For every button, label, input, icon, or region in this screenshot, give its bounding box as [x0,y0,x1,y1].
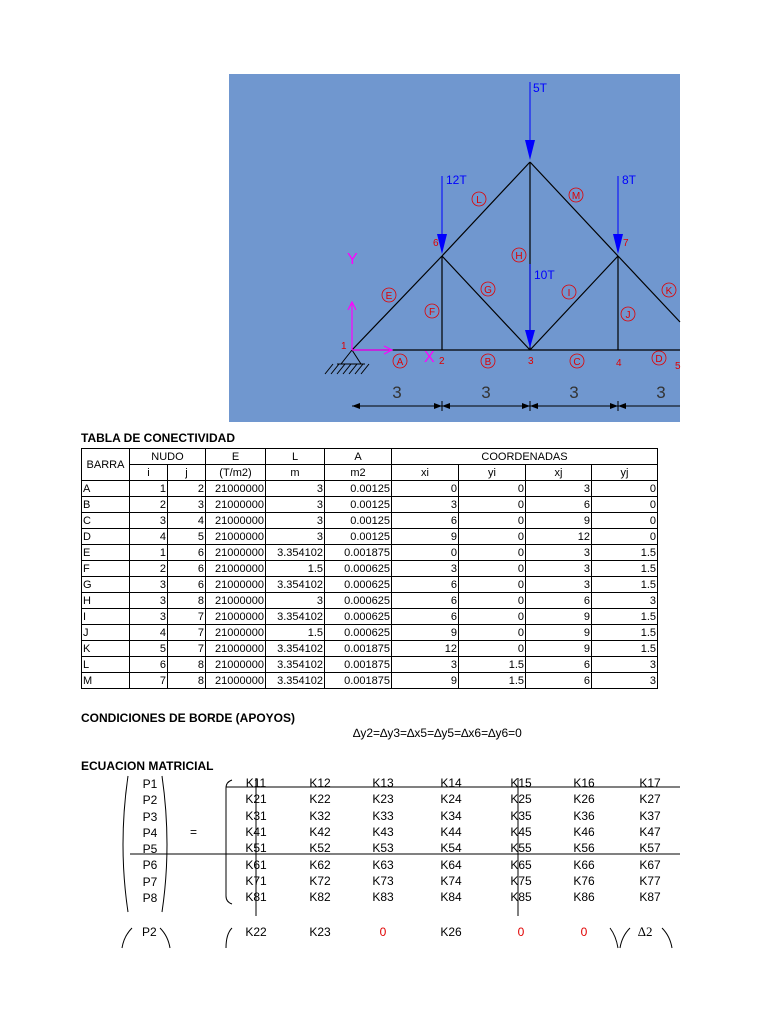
k-entry: K24 [440,792,462,807]
k-entry: K36 [573,808,595,823]
table-cell: 0 [459,577,526,593]
bar-label-m: M [571,191,581,202]
table-cell: 0.000625 [325,561,392,577]
table-cell: 7 [168,609,206,625]
node-label: 7 [623,238,629,249]
truss-diagram [229,74,680,422]
table-cell: 1.5 [266,625,325,641]
k-entry: K61 [245,857,267,872]
load-label: 8T [622,173,637,187]
p-vector [130,776,170,906]
reduced-d-left-paren [620,928,630,948]
table-cell: 0 [459,497,526,513]
table-cell: 0.000625 [325,609,392,625]
table-cell: 12 [392,641,459,657]
table-cell: 3.354102 [266,641,325,657]
k-entry: K45 [510,824,532,839]
node-label: 4 [616,358,622,369]
table-cell: 9 [392,529,459,545]
header-a: A [325,449,392,465]
bar-label-c: C [573,357,581,368]
k-left-paren-bottom [226,896,232,904]
k-entry: K65 [510,857,532,872]
table-cell: 0.000625 [325,593,392,609]
k-entry: K27 [639,792,661,807]
table-cell: 3 [130,593,168,609]
table-cell: 9 [392,625,459,641]
bar-label-j: J [625,310,631,321]
k-entry: K55 [510,841,532,856]
table-cell: 21000000 [206,481,266,497]
k-entry: K57 [639,841,661,856]
table-row [82,545,658,561]
table-cell: M [82,673,130,689]
reduced-k-entry: K22 [245,925,267,939]
table-cell: 3 [592,673,658,689]
table-cell: 3 [266,513,325,529]
table-cell: 3 [130,577,168,593]
reduced-p2: P2 [142,925,157,939]
table-cell: 7 [168,641,206,657]
table-cell: 21000000 [206,625,266,641]
pin-support [325,350,369,374]
reduced-k-left-paren [226,928,232,948]
table-cell: 21000000 [206,529,266,545]
table-cell: 3 [266,481,325,497]
k-entry: K53 [372,841,394,856]
table-cell: 1.5 [592,609,658,625]
subheader-l: m [266,465,325,481]
k-entry: K66 [573,857,595,872]
k-entry: K12 [309,776,331,790]
table-cell: 21000000 [206,641,266,657]
matricial-title: ECUACION MATRICIAL [81,759,214,773]
table-cell: 6 [526,673,592,689]
table-cell: 3.354102 [266,673,325,689]
k-entry: K83 [372,890,394,905]
node-labels [341,238,681,372]
table-cell: 1 [130,545,168,561]
bar-label-g: G [484,285,492,296]
node-label: 5 [675,361,681,372]
table-cell: 2 [130,561,168,577]
table-cell: 3 [592,593,658,609]
node-label: 6 [433,238,439,249]
table-cell: L [82,657,130,673]
table-cell: 2 [130,497,168,513]
table-row [82,593,658,609]
table-cell: 3 [592,657,658,673]
p-entry: P5 [142,842,158,857]
subheader-xj: xj [526,465,592,481]
table-cell: K [82,641,130,657]
k-entry: K37 [639,808,661,823]
table-cell: 21000000 [206,545,266,561]
reduced-k-entry: 0 [379,925,387,939]
table-cell: 21000000 [206,593,266,609]
k-entry: K54 [440,841,462,856]
table-cell: A [82,481,130,497]
table-cell: 3 [526,561,592,577]
k-entry: K86 [573,890,595,905]
table-row [82,561,658,577]
table-cell: 3 [392,497,459,513]
table-cell: 3 [266,529,325,545]
table-cell: 0 [392,545,459,561]
table-cell: 3 [266,593,325,609]
table-cell: 1.5 [592,561,658,577]
subheader-a: m2 [325,465,392,481]
table-cell: 1.5 [459,673,526,689]
k-entry: K34 [440,808,462,823]
k-entry: K16 [573,776,595,790]
k-entry: K51 [245,841,267,856]
table-header-row [82,449,658,465]
span-label: 3 [569,383,579,402]
table-cell: 21000000 [206,497,266,513]
header-coordenadas: COORDENADAS [392,449,658,465]
table-cell: 7 [130,673,168,689]
table-cell: 0.000625 [325,577,392,593]
k-entry: K43 [372,824,394,839]
header-l: L [266,449,325,465]
reduced-k-entry: 0 [517,925,525,939]
equals-sign: = [190,825,198,839]
reduced-k-right-paren [610,928,618,948]
table-cell: 3.354102 [266,545,325,561]
k-entry: K76 [573,873,595,888]
table-cell: 1.5 [592,577,658,593]
load-label: 12T [446,173,467,187]
table-cell: 8 [168,673,206,689]
k-entry: K46 [573,824,595,839]
k-entry: K26 [573,792,595,807]
span-label: 3 [481,383,491,402]
table-cell: 0 [392,481,459,497]
bar-label-i: I [567,288,571,299]
bar-label-f: F [428,307,436,318]
table-cell: 6 [392,593,459,609]
span-label: 3 [656,383,666,402]
k-entry: K32 [309,808,331,823]
table-row [82,625,658,641]
table-cell: 21000000 [206,561,266,577]
k-entry: K25 [510,792,532,807]
table-cell: 2 [168,481,206,497]
table-row [82,529,658,545]
k-entry: K23 [372,792,394,807]
k-entry: K77 [639,873,661,888]
table-cell: 1.5 [592,641,658,657]
k-entry: K87 [639,890,661,905]
k-entry: K82 [309,890,331,905]
table-cell: 0.00125 [325,513,392,529]
k-entry: K64 [440,857,462,872]
p-entry: P6 [142,858,158,873]
table-cell: 12 [526,529,592,545]
header-nudo: NUDO [130,449,206,465]
node-label: 3 [528,356,534,367]
table-cell: 21000000 [206,609,266,625]
table-cell: H [82,593,130,609]
table-row [82,577,658,593]
table-cell: 21000000 [206,577,266,593]
table-cell: 0 [459,593,526,609]
header-barra: BARRA [82,449,130,481]
table-cell: 0 [459,561,526,577]
table-cell: 0 [459,481,526,497]
p-entry: P7 [142,874,158,889]
table-cell: 0 [459,609,526,625]
table-cell: 9 [526,641,592,657]
table-cell: 1.5 [266,561,325,577]
table-cell: 3 [392,657,459,673]
table-cell: 8 [168,593,206,609]
table-cell: 0.001875 [325,545,392,561]
table-row [82,609,658,625]
table-cell: 0.001875 [325,673,392,689]
span-label: 3 [392,383,402,402]
k-entry: K56 [573,841,595,856]
load-label: 5T [533,81,548,95]
k-entry: K13 [372,776,394,790]
bar-label-h: H [515,251,523,262]
p-entry: P2 [142,793,158,808]
table-cell: 9 [526,609,592,625]
table-cell: 1.5 [592,545,658,561]
table-row [82,641,658,657]
k-entry: K47 [639,824,661,839]
table-cell: 0 [459,625,526,641]
table-cell: E [82,545,130,561]
table-cell: 0.001875 [325,641,392,657]
p-entry: P3 [142,809,158,824]
k-entry: K52 [309,841,331,856]
table-cell: 0 [592,529,658,545]
table-row [82,481,658,497]
table-cell: 3 [130,609,168,625]
k-entry: K62 [309,857,331,872]
p-entry: P8 [142,891,158,906]
table-cell: 6 [168,561,206,577]
span-labels [392,383,665,402]
conectividad-title: TABLA DE CONECTIVIDAD [81,431,235,445]
k-entry: K22 [309,792,331,807]
table-cell: 0.00125 [325,529,392,545]
bar-label-e: E [385,291,393,302]
table-cell: 3 [526,545,592,561]
table-cell: 5 [130,641,168,657]
table-cell: 21000000 [206,673,266,689]
table-cell: 4 [130,625,168,641]
table-cell: B [82,497,130,513]
table-cell: 3 [526,577,592,593]
table-row [82,497,658,513]
table-cell: F [82,561,130,577]
table-cell: 1 [130,481,168,497]
table-cell: 21000000 [206,513,266,529]
bar-label-a: A [396,357,404,368]
subheader-i: i [130,465,168,481]
k-entry: K74 [440,873,462,888]
table-cell: 9 [526,625,592,641]
k-entry: K73 [372,873,394,888]
table-cell: 6 [526,593,592,609]
table-cell: 0 [592,481,658,497]
k-entry: K31 [245,808,267,823]
subheader-yi: yi [459,465,526,481]
p-entry: P4 [142,825,158,840]
k-entry: K67 [639,857,661,872]
table-cell: 6 [392,513,459,529]
k-entry: K72 [309,873,331,888]
table-cell: 1.5 [592,625,658,641]
table-cell: 3 [392,561,459,577]
reduced-delta: ∆2 [638,924,653,939]
table-cell: 21000000 [206,657,266,673]
table-cell: 4 [130,529,168,545]
p-left-paren [123,776,128,912]
table-cell: 9 [526,513,592,529]
table-cell: 3 [266,497,325,513]
bar-label-l: L [476,195,482,206]
table-cell: 0.00125 [325,481,392,497]
table-cell: 0 [459,545,526,561]
table-cell: 3 [526,481,592,497]
subheader-yj: yj [592,465,658,481]
k-entry: K71 [245,873,267,888]
conectividad-table [81,448,658,689]
node-label: 2 [439,356,445,367]
table-cell: 1.5 [459,657,526,673]
k-entry: K85 [510,890,532,905]
reduced-p-left-paren [122,928,132,948]
k-entry: K15 [510,776,532,790]
table-row [82,673,658,689]
table-cell: G [82,577,130,593]
k-entry: K81 [245,890,267,905]
table-cell: D [82,529,130,545]
k-entry: K17 [639,776,661,790]
k-entry: K63 [372,857,394,872]
table-cell: 6 [130,657,168,673]
table-cell: 3.354102 [266,609,325,625]
table-cell: 6 [526,657,592,673]
table-cell: 6 [526,497,592,513]
table-cell: 3 [168,497,206,513]
reduced-d-right-paren [662,928,672,948]
table-row [82,657,658,673]
table-cell: 0 [592,497,658,513]
table-cell: 3.354102 [266,657,325,673]
table-subheader-row [82,465,658,481]
bar-label-d: D [655,354,663,365]
p-entry: P1 [142,777,158,791]
table-cell: 0 [459,641,526,657]
node-label: 1 [341,341,347,352]
header-e: E [206,449,266,465]
reduced-p-right-paren [160,928,170,948]
k-entry: K11 [245,776,267,790]
k-entry: K35 [510,808,532,823]
table-cell: 6 [168,577,206,593]
table-cell: 6 [168,545,206,561]
bar-label-k: K [665,286,673,297]
reduced-k-entry: K26 [440,925,462,939]
subheader-e: (T/m2) [206,465,266,481]
k-entry: K84 [440,890,462,905]
k-entry: K44 [440,824,462,839]
table-cell: C [82,513,130,529]
reduced-k-entry: 0 [580,925,588,939]
borde-equation: ∆y2=∆y3=∆x5=∆y5=∆x6=∆y6=0 [353,726,522,740]
table-cell: 6 [392,609,459,625]
k-entry: K33 [372,808,394,823]
dimension-lines [352,401,680,411]
table-cell: 5 [168,529,206,545]
table-row [82,513,658,529]
axes [348,302,392,354]
k-entry: K75 [510,873,532,888]
reduced-k-entry: K23 [309,925,331,939]
conectividad-body [82,481,658,689]
table-cell: 7 [168,625,206,641]
k-entry: K42 [309,824,331,839]
table-cell: 0.000625 [325,625,392,641]
table-cell: 0 [459,529,526,545]
table-cell: 0.001875 [325,657,392,673]
load-label: 10T [534,268,555,282]
axis-y-label: Y [347,251,358,268]
table-cell: 6 [392,577,459,593]
k-entry: K41 [245,824,267,839]
table-cell: 0.00125 [325,497,392,513]
k-entry: K21 [245,792,267,807]
k-entry: K14 [440,776,462,790]
truss-figure [229,74,680,422]
table-cell: 3 [130,513,168,529]
borde-title: CONDICIONES DE BORDE (APOYOS) [81,711,296,725]
table-cell: J [82,625,130,641]
subheader-j: j [168,465,206,481]
table-cell: 8 [168,657,206,673]
axis-x-label: X [424,349,435,366]
table-cell: 4 [168,513,206,529]
bar-label-b: B [484,357,492,368]
table-cell: 0 [592,513,658,529]
table-cell: I [82,609,130,625]
table-cell: 3.354102 [266,577,325,593]
subheader-xi: xi [392,465,459,481]
table-cell: 9 [392,673,459,689]
table-cell: 0 [459,513,526,529]
